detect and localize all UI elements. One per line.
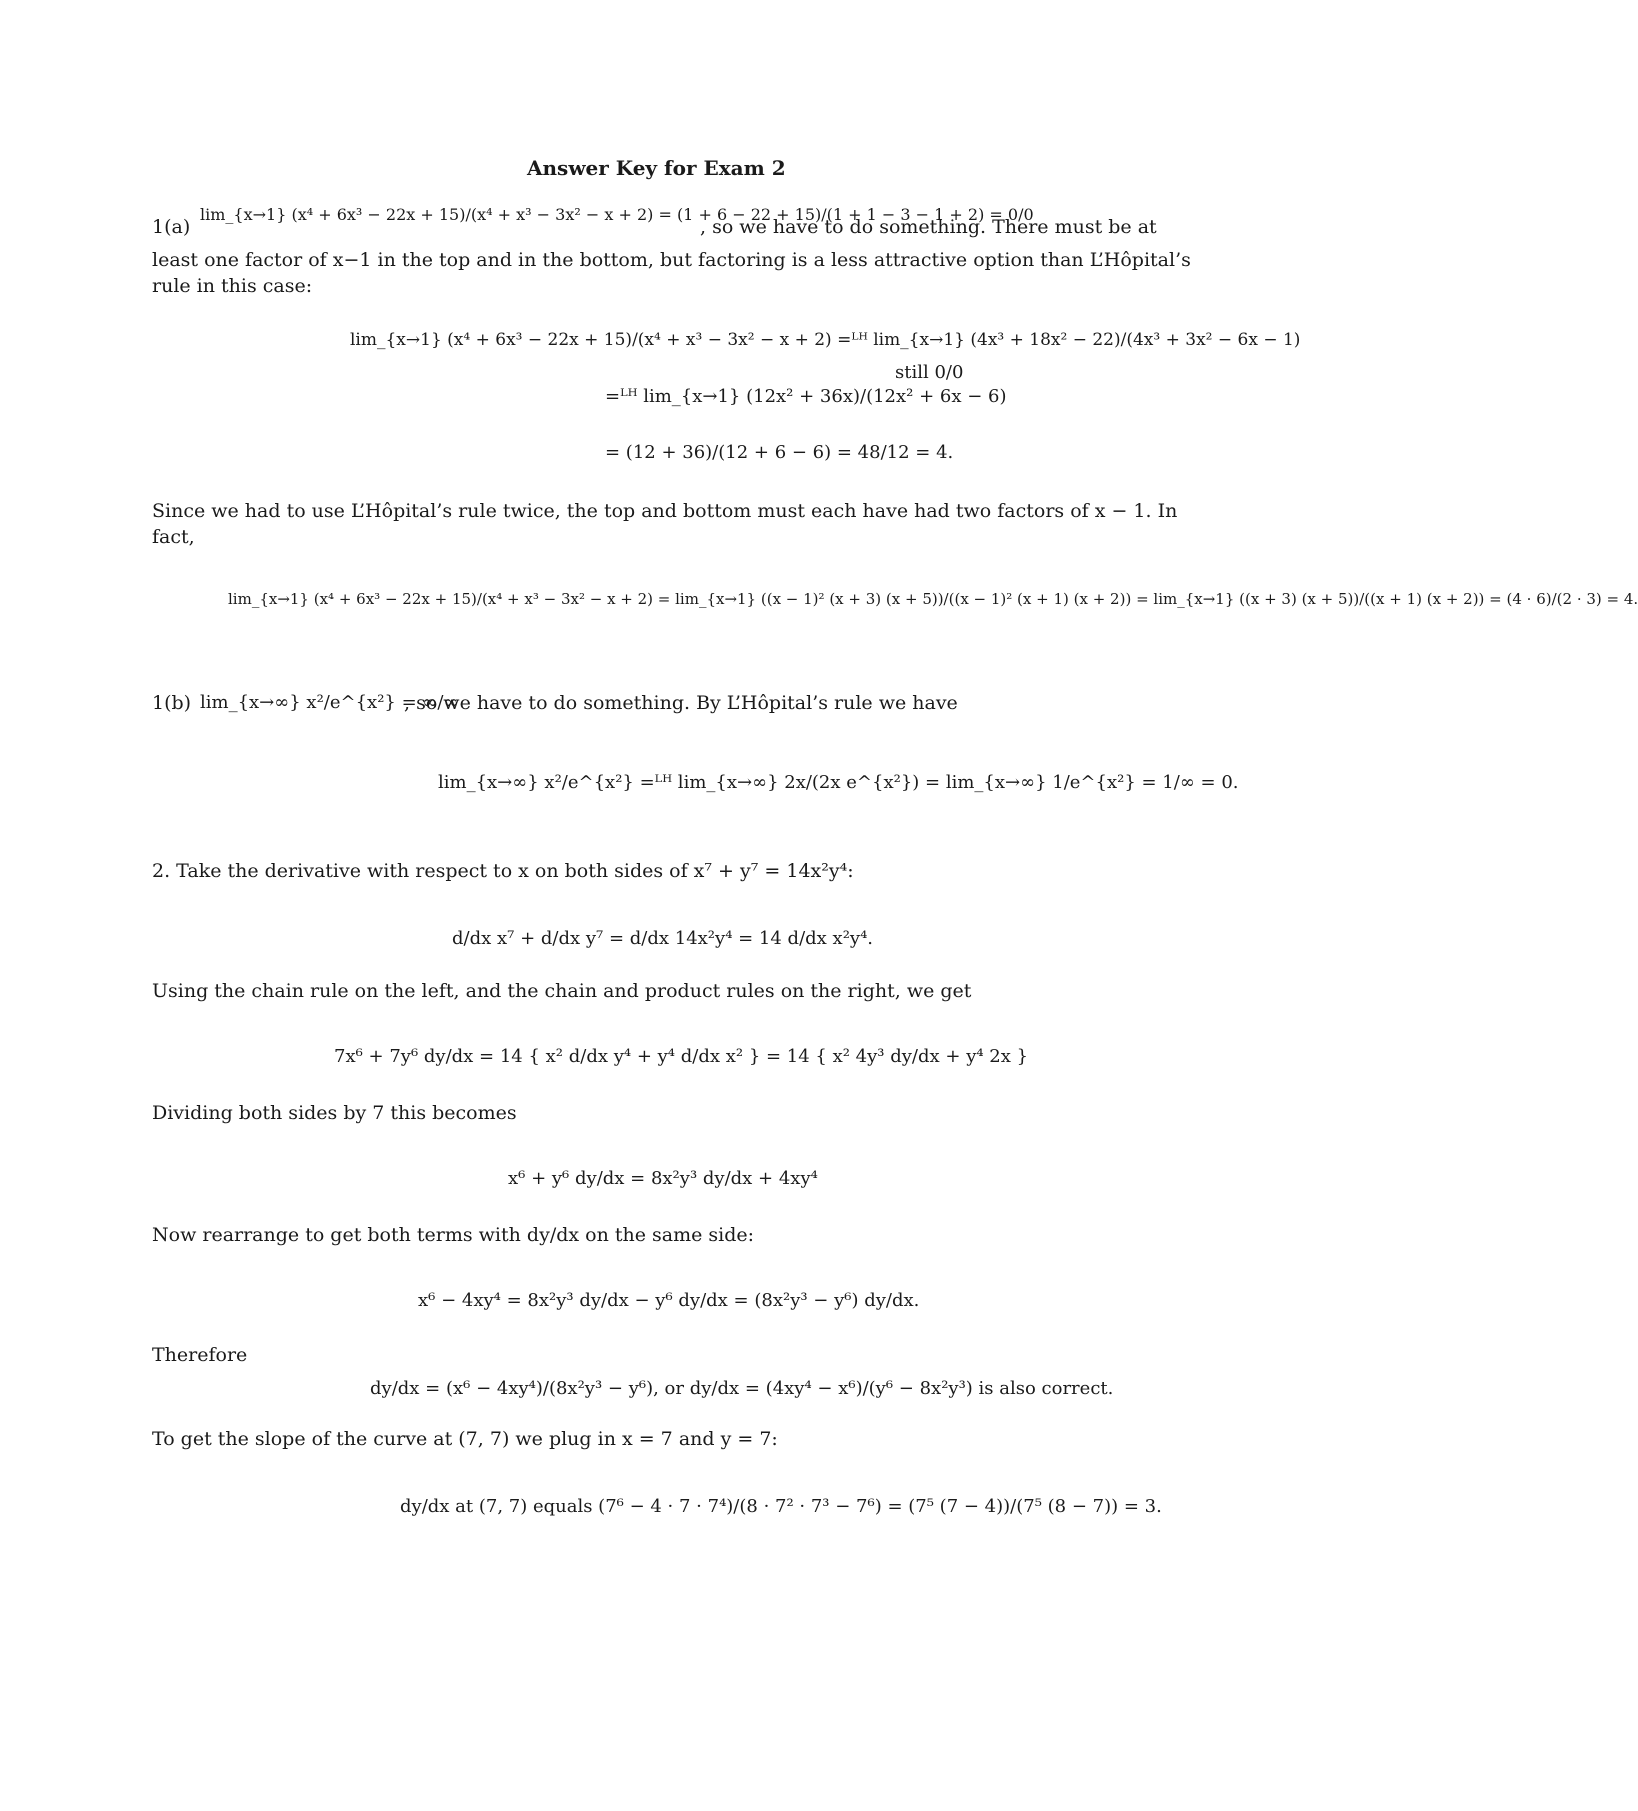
- problem-1b-label: 1(b): [152, 692, 192, 714]
- lhopital-step-2: =ᴸᴴ lim_{x→1} (12x² + 36x)/(12x² + 6x − 6): [605, 386, 1007, 407]
- since-text-line-2: fact,: [152, 526, 195, 548]
- problem-2-equation-2: 7x⁶ + 7y⁶ dy/dx = 14 { x² d/dx y⁴ + y⁴ d/dx x² } = 14 { x² 4y³ dy/dx + y⁴ 2x }: [334, 1046, 1029, 1067]
- problem-2-rearrange-text: Now rearrange to get both terms with dy/dx on the same side:: [152, 1224, 755, 1246]
- problem-2-equation-3: x⁶ + y⁶ dy/dx = 8x²y³ dy/dx + 4xy⁴: [508, 1168, 818, 1189]
- problem-2-therefore: Therefore: [152, 1344, 248, 1366]
- problem-2-equation-5: dy/dx = (x⁶ − 4xy⁴)/(8x²y³ − y⁶), or dy/dx = (4xy⁴ − x⁶)/(y⁶ − 8x²y³) is also correct.: [370, 1378, 1114, 1399]
- problem-2-equation-1: d/dx x⁷ + d/dx y⁷ = d/dx 14x²y⁴ = 14 d/dx x²y⁴.: [452, 928, 874, 949]
- problem-1b-limit-equation: lim_{x→∞} x²/e^{x²} = ∞/∞: [200, 692, 459, 713]
- problem-2-chain-rule-text: Using the chain rule on the left, and the chain and product rules on the right, we get: [152, 980, 972, 1002]
- problem-1b-lhopital-equation: lim_{x→∞} x²/e^{x²} =ᴸᴴ lim_{x→∞} 2x/(2x e^{x²}) = lim_{x→∞} 1/e^{x²} = 1/∞ = 0.: [438, 772, 1239, 793]
- problem-2-equation-4: x⁶ − 4xy⁴ = 8x²y³ dy/dx − y⁶ dy/dx = (8x²y³ − y⁶) dy/dx.: [418, 1290, 920, 1311]
- factored-limit-equation: lim_{x→1} (x⁴ + 6x³ − 22x + 15)/(x⁴ + x³ − 3x² − x + 2) = lim_{x→1} ((x − 1)² (x + 3) (x + 5))/((x − 1)² (x + 1) (x + 2)) = lim_{x→1} ((x + 3) (x + 5))/((x + 1) (x + 2)) = (4 · 6)/(2 · 3) = 4.: [228, 590, 1638, 608]
- problem-1a-limit-equation: lim_{x→1} (x⁴ + 6x³ − 22x + 15)/(x⁴ + x³ − 3x² − x + 2) = (1 + 6 − 22 + 15)/(1 + 1 − 3 − 1 + 2) = 0/0: [200, 205, 1034, 224]
- problem-1a-text-tail: , so we have to do something. There must be at: [700, 216, 1157, 238]
- problem-2-divide-text: Dividing both sides by 7 this becomes: [152, 1102, 517, 1124]
- problem-2-intro: 2. Take the derivative with respect to x on both sides of x⁷ + y⁷ = 14x²y⁴:: [152, 860, 854, 882]
- since-text-line-1: Since we had to use L’Hôpital’s rule twice, the top and bottom must each have had two factors of x − 1. In: [152, 500, 1178, 522]
- problem-1a-text-line-2: least one factor of x−1 in the top and in the bottom, but factoring is a less attractive option than L’Hôpital’s: [152, 249, 1191, 271]
- problem-2-slope-text: To get the slope of the curve at (7, 7) we plug in x = 7 and y = 7:: [152, 1428, 778, 1450]
- problem-2-equation-6: dy/dx at (7, 7) equals (7⁶ − 4 · 7 · 7⁴)/(8 · 7² · 7³ − 7⁶) = (7⁵ (7 − 4))/(7⁵ (8 − 7)) = 3.: [400, 1496, 1162, 1517]
- problem-1a-label: 1(a): [152, 216, 191, 238]
- lhopital-step-3: = (12 + 36)/(12 + 6 − 6) = 48/12 = 4.: [605, 442, 954, 463]
- problem-1a-text-line-3: rule in this case:: [152, 275, 313, 297]
- problem-1b-text-tail: , so we have to do something. By L’Hôpital’s rule we have: [404, 692, 958, 714]
- lhopital-still-indeterminate: still 0/0: [895, 362, 964, 383]
- document-title: Answer Key for Exam 2: [527, 156, 786, 180]
- lhopital-step-1: lim_{x→1} (x⁴ + 6x³ − 22x + 15)/(x⁴ + x³ − 3x² − x + 2) =ᴸᴴ lim_{x→1} (4x³ + 18x² − 22)/(4x³ + 3x² − 6x − 1): [350, 330, 1301, 350]
